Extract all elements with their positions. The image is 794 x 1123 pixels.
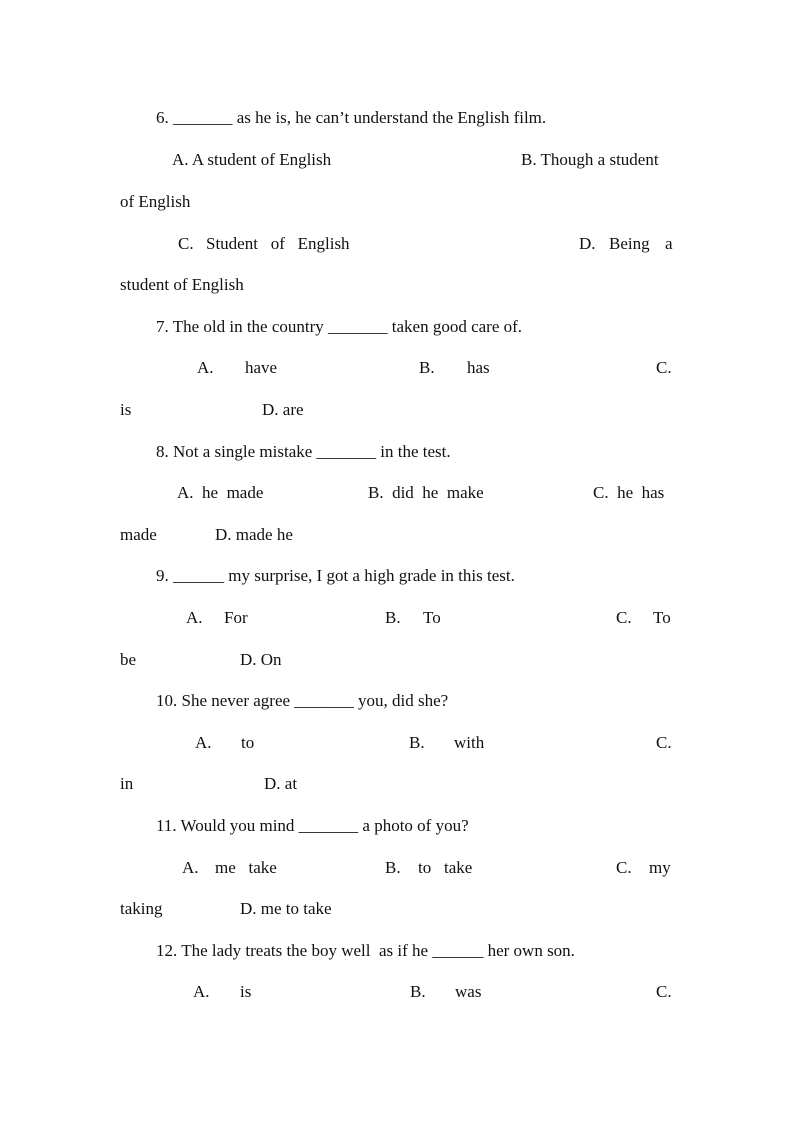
question-9-option-a-text: For (224, 608, 248, 627)
question-11-option-a-text: me take (215, 858, 277, 877)
question-10-option-a-text: to (241, 733, 255, 752)
question-10-stem: 10. She never agree _______ you, did she? (156, 691, 449, 710)
question-10-option-d: D. at (264, 774, 298, 793)
question-8-stem: 8. Not a single mistake _______ in the test. (156, 442, 451, 461)
question-12-option-a-text: is (240, 982, 252, 1001)
question-9-option-a-label: A. (186, 608, 203, 627)
question-12-option-b-label: B. (410, 982, 426, 1001)
question-9-option-c-text: To (653, 608, 671, 627)
question-12-option-a-label: A. (193, 982, 210, 1001)
question-10-option-a-label: A. (195, 733, 212, 752)
question-9-option-c-continued: be (120, 650, 137, 669)
question-6-option-d-text-end: a (665, 234, 673, 253)
question-8-option-b: B. did he make (368, 483, 484, 502)
question-6-option-d-continued: student of English (120, 275, 244, 294)
question-8-option-a: A. he made (177, 483, 264, 502)
question-9-stem: 9. ______ my surprise, I got a high grade in this test. (156, 566, 515, 585)
question-9-option-b-label: B. (385, 608, 401, 627)
question-10-option-b-label: B. (409, 733, 425, 752)
question-7-option-c-label: C. (656, 358, 672, 377)
question-6-option-a: A. A student of English (172, 150, 332, 169)
question-9-option-b-text: To (423, 608, 441, 627)
question-11-option-c-label: C. (616, 858, 632, 877)
question-7-option-d: D. are (262, 400, 304, 419)
question-9-option-c-label: C. (616, 608, 632, 627)
question-8-option-c-continued: made (120, 525, 157, 544)
question-10-option-c-continued: in (120, 774, 134, 793)
question-6-stem: 6. _______ as he is, he can’t understand the English film. (156, 108, 547, 127)
question-6-option-d-text: Being (609, 234, 650, 253)
question-6-option-d-label: D. (579, 234, 596, 253)
question-10-option-b-text: with (454, 733, 485, 752)
question-11-option-c-text: my (649, 858, 671, 877)
question-7-option-a-label: A. (197, 358, 214, 377)
question-11-option-b-text: to take (418, 858, 473, 877)
question-6-option-b: B. Though a student (521, 150, 659, 169)
question-6-option-c-text: Student of English (206, 234, 350, 253)
question-8-option-c: C. he has (593, 483, 665, 502)
question-11-option-a-label: A. (182, 858, 199, 877)
question-11-option-b-label: B. (385, 858, 401, 877)
question-6-option-c-label: C. (178, 234, 194, 253)
question-7-option-a-text: have (245, 358, 278, 377)
question-11-stem: 11. Would you mind _______ a photo of you? (156, 816, 469, 835)
question-12-stem: 12. The lady treats the boy well as if he ______ her own son. (156, 941, 575, 960)
question-7-option-b-label: B. (419, 358, 435, 377)
question-11-option-d: D. me to take (240, 899, 332, 918)
question-10-option-c-label: C. (656, 733, 672, 752)
question-7-option-b-text: has (467, 358, 490, 377)
question-7-option-c-continued: is (120, 400, 132, 419)
question-7-stem: 7. The old in the country _______ taken good care of. (156, 317, 523, 336)
question-9-option-d: D. On (240, 650, 282, 669)
question-6-option-b-continued: of English (120, 192, 191, 211)
question-12-option-b-text: was (455, 982, 482, 1001)
question-8-option-d: D. made he (215, 525, 293, 544)
question-11-option-c-continued: taking (120, 899, 163, 918)
question-12-option-c-label: C. (656, 982, 672, 1001)
